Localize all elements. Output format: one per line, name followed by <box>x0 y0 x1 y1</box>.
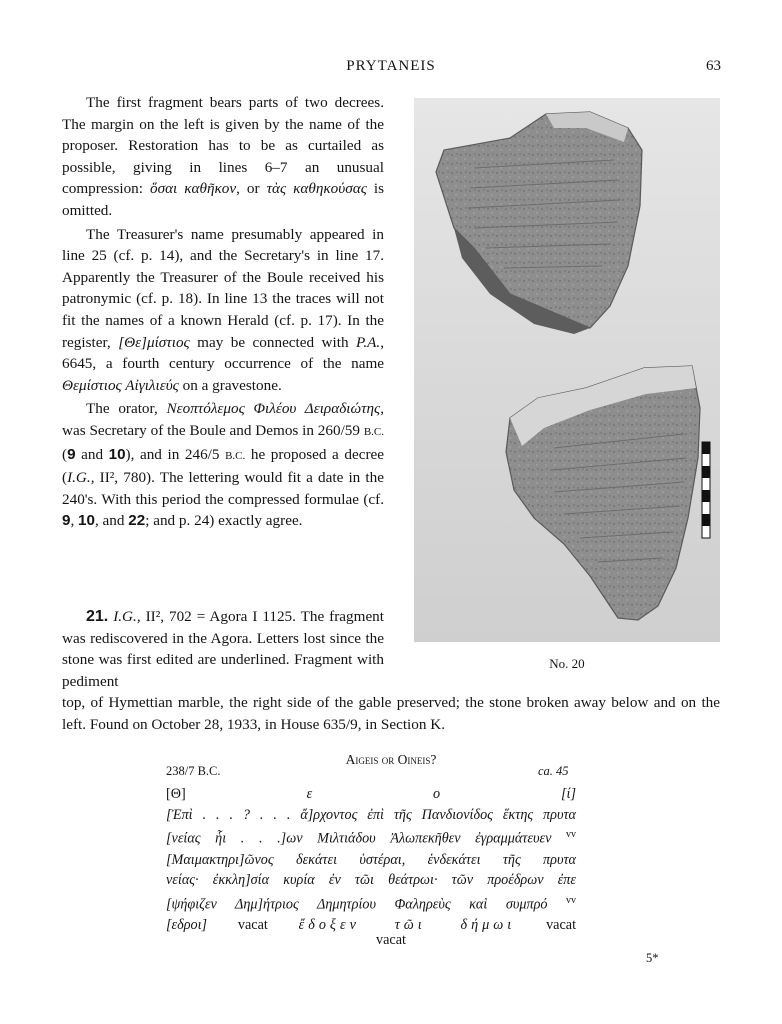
paragraph-fragment: The first fragment bears parts of two decrees. The margin on the left is given by the name of the proposer. Restoration has to be as curtailed as possible, giving in lines 6–7 an unusual compression: ὅσαι καθῆκον, or τὰς καθηκούσας is omitted. <box>62 94 384 219</box>
section-21-text: 21. I.G., II², 702 = Agora I 1125. The fragment was rediscovered in the Agora. Letters lost since the stone was first edited are underlined. Fragment with pediment <box>62 608 384 690</box>
upper-fragment <box>436 112 642 334</box>
signature-mark: 5* <box>646 951 659 965</box>
stone-fragment-photo <box>414 98 720 642</box>
inscription-line-7: [εδροι] vacat ἔδοξεν τῶι δήμωι vacat <box>166 917 577 934</box>
left-column-text <box>62 92 384 532</box>
inscription-line-5: νείας· ἐκκλη]σία κυρία ἐν τῶι θεάτρωι· τῶν προέδρων ἐπε <box>166 872 576 889</box>
entry-number: 21. <box>86 608 109 625</box>
inscription-line-4: [Μαιμακτηρι]ῶνος δεκάτει ὑστέραι, ἑνδεκάτει τῆς πρυτα <box>166 851 576 868</box>
letter-count: ca. 45 <box>538 764 569 778</box>
section-21-continuation: top, of Hymettian marble, the right side of the gable preserved; the stone broken away below and on the left. Found on October 28, 1933, in House 635/9, in Section K. <box>62 694 720 733</box>
inscription-vacat: vacat <box>376 932 406 948</box>
inscription-date: 238/7 B.C. <box>166 764 221 778</box>
scale-bar <box>702 442 710 538</box>
lower-fragment <box>506 366 700 620</box>
inscription-line-3: [νείας ἧι . . .]ων Μιλτιάδου Ἀλωπεκῆθεν ἐγραμμάτευεν $^{vv}$ <box>166 829 576 847</box>
paragraph-treasurer: The Treasurer's name presumably appeared in line 25 (cf. p. 14), and the Secretary's in line 17. Apparently the Treasurer of the Boule received his patronymic (cf. p. 18). In line 13 the traces will not fit the names of a known Herald (cf. p. 17). In the register, [Θε]μίστιος may be connected with P.A., 6645, a fourth century occurrence of the name Θεμίστιος Αἰγιλιεύς on a gravestone. <box>62 225 385 394</box>
inscription-line-2: [Ἐπὶ . . . ? . . . ἄ]ρχοντος ἐπὶ τῆς Πανδιονίδος ἕκτης πρυτα <box>166 806 576 823</box>
page-number: 63 <box>706 58 721 74</box>
inscription-line-1: [Θ] ε ο [ί] <box>166 786 576 802</box>
paragraph-orator: The orator, Νεοπτόλεμος Φιλέου Δειραδιώτης, was Secretary of the Boule and Demos in 260/59 B.C. (9 and 10), and in 246/5 B.C. he proposed a decree (I.G., II², 780). The lettering would fit a date in the 240's. With this period the compressed formulae (cf. 9, 10, and 22; and p. 24) exactly agree. <box>62 400 384 530</box>
inscription-line-6: [ψήφιζεν Δημ]ήτριος Δημητρίου Φαληρεὺς καὶ συμπρό $^{vv}$ <box>166 894 576 913</box>
figure-caption: No. 20 <box>549 656 585 671</box>
inscription-heading: Aigeis or Oineis? <box>345 752 437 767</box>
running-title: PRYTANEIS <box>346 58 436 74</box>
inscription-text <box>166 784 576 936</box>
